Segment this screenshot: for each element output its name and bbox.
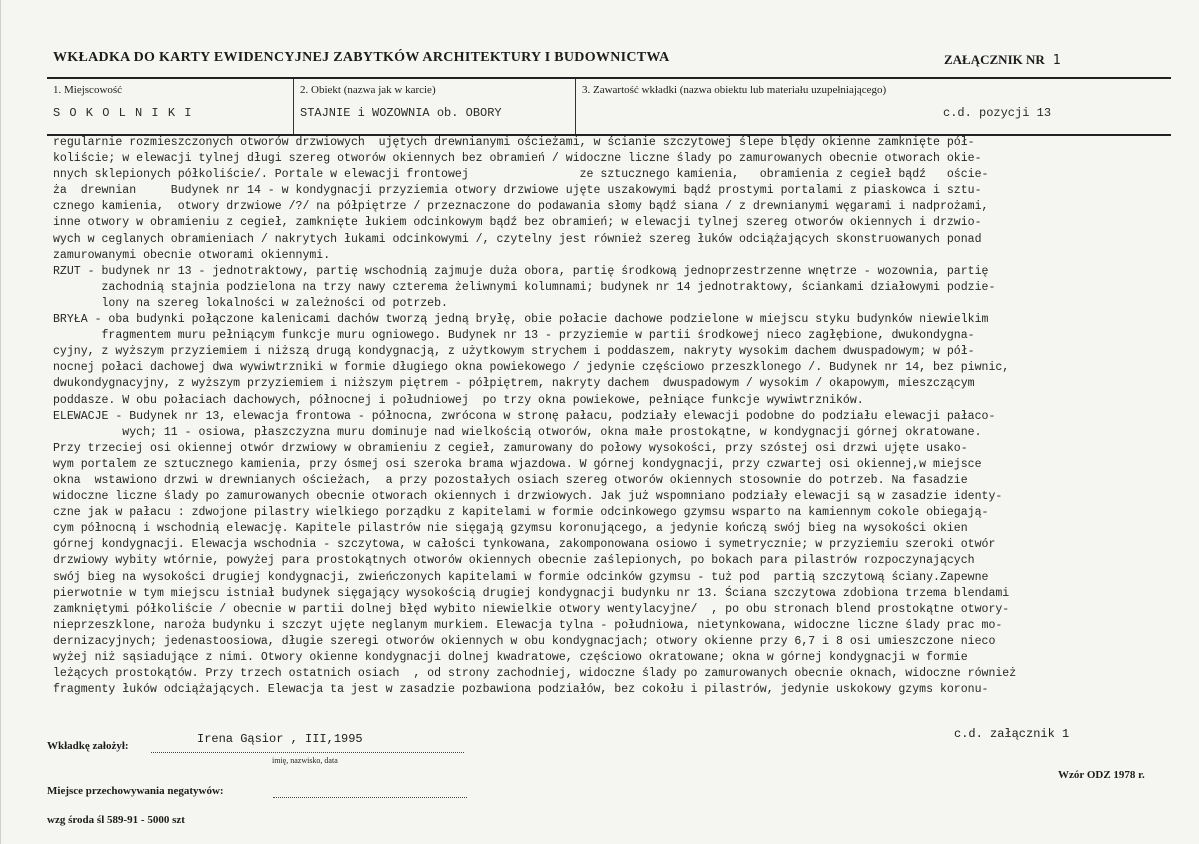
text-line: cym północną i wschodnią elewację. Kapitele pilastrów nie sięgają gzymsu koronującego, a jedynie kończą swój bieg na wysokości okien <box>53 522 968 536</box>
content-value: c.d. pozycji 13 <box>943 106 1052 120</box>
text-line: dernizacyjnych; jedenastoosiowa, długie szeregi otworów okiennych w obu kondygnacjach; otwory okienne przy 6,7 i 8 osi umieszczone nieco <box>53 634 996 648</box>
text-line: leżących prostokątów. Przy trzech ostatnich osiach , od strony zachodniej, widoczne ślady po zamurowanych obecnie oknach, widoczne również <box>53 667 1017 681</box>
field-divider-2 <box>575 79 576 134</box>
text-line: fragmentem muru pełniącym funkcje muru ogniowego. Budynek nr 13 - przyziemie w partii środkowej nieco zagłębione, dwukondygna- <box>53 329 975 343</box>
form-title: WKŁADKA DO KARTY EWIDENCYJNEJ ZABYTKÓW ARCHITEKTURY I BUDOWNICTWA <box>53 50 670 65</box>
object-value: STAJNIE i WOZOWNIA ob. OBORY <box>300 106 502 120</box>
text-line: nnych sklepionych półkoliście/. Portale w elewacji frontowej ze sztucznego kamienia, obramienia z cegieł bądź oście- <box>53 168 989 182</box>
annex-label-text: ZAŁĄCZNIK NR <box>944 52 1045 67</box>
text-line: BRYŁA - oba budynki połączone kalenicami dachów tworzą jedną bryłę, obie połacie dachowe podzielone w miejscu styku budynków niewielkim <box>53 313 989 327</box>
text-line: zamkniętymi półkoliście / obecnie w partii dolnej błęd wybito niewielkie otwory wentylacyjne/ , po obu stronach blend prostokątne otwory- <box>53 602 1010 616</box>
text-line: poddasze. W obu połaciach dachowych, północnej i południowej po trzy okna powiekowe, pełniące funkcje wywiwtrzników. <box>53 393 864 407</box>
header-top-rule <box>47 77 1171 79</box>
text-line: nocnej połaci dachowej dwa wywiwtrzniki w formie długiego okna powiekowego / jedynie częściowo przeszklonego /. Budynek nr 14, bez piwnic, <box>53 361 1010 375</box>
text-line: Przy trzeciej osi okiennej otwór drzwiowy w obramieniu z cegieł, zamurowany do połowy wysokości, przy szóstej osi drzwi ujęte usako- <box>53 441 968 455</box>
text-line: drzwiowy wybity wtórnie, powyżej para prostokątnych otworów okiennych obecnie zaślepionych, po bokach para pilastrów rozpoczynających <box>53 554 975 568</box>
text-line: RZUT - budynek nr 13 - jednotraktowy, partię wschodnią zajmuje duża obora, partię środkową jednoprzestrzenne wnętrze - wozownia, partię <box>53 264 989 278</box>
field-divider-1 <box>293 79 294 134</box>
annex-number: 1 <box>1052 53 1061 68</box>
text-line: zachodnią stajnia podzielona na trzy nawy czterema żeliwnymi kolumnami; budynek nr 14 jednotraktowy, ściankami działowymi podzie- <box>53 280 996 294</box>
text-line: zamurowanymi obecnie otworami okiennymi. <box>53 248 331 262</box>
text-line: swój bieg na wysokości drugiej kondygnacji, zwieńczonych kapitelami w formie odcinków gzymsu - tuż pod partią szczytową ściany.Zapewne <box>53 570 989 584</box>
text-line: wyżej niż sąsiadujące z nimi. Otwory okienne kondygnacji dolnej kwadratowe, częściowo okratowane; okna w górnej kondygnacji w formie <box>53 651 968 664</box>
text-line: inne otwory w obramieniu z cegieł, zamknięte łukiem odcinkowym bądź bez obramień; w elewacji tylnej szereg otworów okiennych i drzwio- <box>53 216 982 230</box>
founded-value: Irena Gąsior , III,1995 <box>197 732 363 746</box>
text-line: wym portalem ze sztucznego kamienia, przy ósmej osi szeroka brama wjazdowa. W górnej kondygnacji, przy czwartej osi okiennej,w miejsce <box>53 457 982 471</box>
text-line <box>53 698 1163 714</box>
text-line: widoczne liczne ślady po zamurowanych obecnie otworach okiennych i drzwiowych. Jak już wspomniano podziały elewacji są w zasadzie identy- <box>53 490 1003 504</box>
text-line: okna wstawiono drzwi w drewnianych ościeżach, a przy pozostałych osiach szereg otworów okiennych stosownie do potrzeb. Na fasadzie <box>53 473 968 487</box>
text-line: cyjny, z wyższym przyziemiem i niższą drugą kondygnacją, z użytkowym strychem i poddaszem, nakryty wysokim dachem dwuspadowym; w pół- <box>53 345 975 359</box>
text-line: lony na szereg lokalności w zależności od potrzeb. <box>53 296 448 310</box>
locality-value: S O K O L N I K I <box>53 106 193 120</box>
text-line: nieprzeszklone, naroża budynku i szczyt ujęte neglanym murkiem. Elewacja tylna - południowa, nietynkowana, widoczne liczne ślady prac mo- <box>53 618 1003 632</box>
text-line: dwukondygnacyjny, z wyższym przyziemiem i niższym piętrem - półpiętrem, nakryty dachem dwuspadowym / wysokim / okapowym, mieszczącym <box>53 377 975 391</box>
text-line: ELEWACJE - Budynek nr 13, elewacja frontowa - północna, zwrócona w stronę pałacu, podziały elewacji podobne do podziału elewacji pałaco- <box>53 409 996 423</box>
founded-caption: imię, nazwisko, data <box>272 756 338 765</box>
text-line: fragmenty łuków odciążających. Elewacja ta jest w zasadzie pozbawiona podziałów, bez cokołu i pilastrów, jedynie uskokowy gzyms koronu- <box>53 683 989 697</box>
object-label: 2. Obiekt (nazwa jak w karcie) <box>300 84 436 96</box>
locality-label: 1. Miejscowość <box>53 84 123 96</box>
continuation-note: c.d. załącznik 1 <box>954 727 1070 741</box>
text-line: ża drewnian Budynek nr 14 - w kondygnacji przyziemia otwory drzwiowe ujęte uszakowymi bądź prostymi portalami z piaskowca i sztu- <box>53 184 982 198</box>
founded-dotted-line <box>151 752 464 753</box>
print-note: wzg środa śl 589-91 - 5000 szt <box>47 814 185 826</box>
negatives-dotted-line <box>273 797 467 798</box>
text-line: wych w ceglanych obramieniach / nakrytych łukami odcinkowymi /, czytelny jest również szereg łuków odciążających skonstruowanych ponad <box>53 232 982 246</box>
text-line: pierwotnie w tym miejscu istniał budynek sięgający wysokością drugiej kondygnacji budynku nr 13. Ściana szczytowa zdobiona trzema blendami <box>53 586 1010 600</box>
content-label: 3. Zawartość wkładki (nazwa obiektu lub materiału uzupełniającego) <box>582 84 887 96</box>
typed-description <box>53 135 1163 714</box>
text-line: koliście; w elewacji tylnej długi szereg otworów okiennych bez obramień / widoczne liczne ślady po zamurowanych obecnie otworach okie- <box>53 152 982 166</box>
text-line: wych; 11 - osiowa, płaszczyzna muru dominuje nad wielkością otworów, okna małe prostokątne, w kondygnacji górnej okratowane. <box>53 425 982 439</box>
form-model: Wzór ODZ 1978 r. <box>1058 769 1145 781</box>
text-line: regularnie rozmieszczonych otworów drzwiowych ujętych drewnianymi ościeżami, w ścianie szczytowej ślepe blędy okienne zamknięte pół- <box>53 136 975 149</box>
negatives-label: Miejsce przechowywania negatywów: <box>47 785 224 797</box>
text-line: czne jak w pałacu : zdwojone pilastry wielkiego porządku z kapitelami w formie odcinkowego gzymsu wsparto na kamiennym cokole obiegają- <box>53 506 989 520</box>
annex-label <box>944 52 1061 68</box>
founded-label: Wkładkę założył: <box>47 740 129 752</box>
text-line: górnej kondygnacji. Elewacja wschodnia - szczytowa, w całości tynkowana, zakomponowana osiowo i symetrycznie; w przyziemiu szeroki otwór <box>53 538 996 552</box>
text-line: cznego kamienia, otwory drzwiowe /?/ na półpiętrze / przeznaczone do podawania słomy bądź siana / z drewnianymi węgarami i nadprożami, <box>53 200 989 214</box>
